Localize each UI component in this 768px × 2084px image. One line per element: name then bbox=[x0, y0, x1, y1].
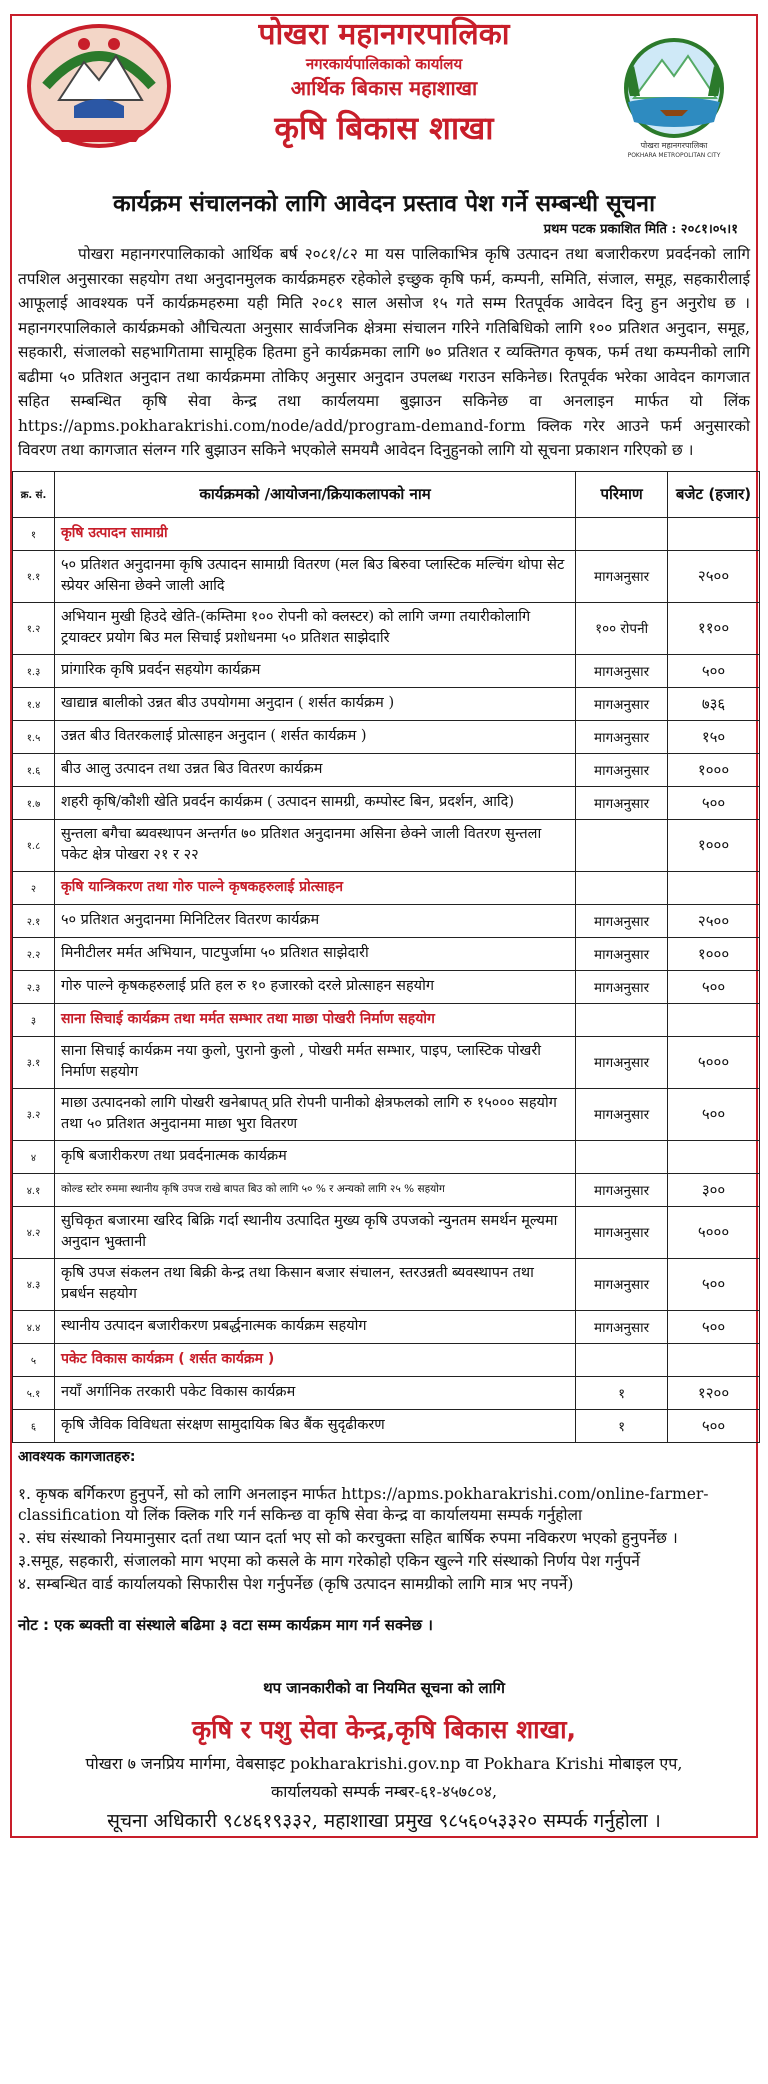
row-budget: ५०० bbox=[668, 1409, 760, 1442]
branch-name: कृषि बिकास शाखा bbox=[274, 109, 494, 147]
row-quantity bbox=[576, 1003, 668, 1036]
document-item: १. कृषक बर्गिकरण हुनुपर्ने, सो को लागि अनलाइन मार्फत https://apms.pokharakrishi.com/online-farmer-classification यो लिंक क्लिक गरि गर्न सकिन्छ वा कृषि सेवा केन्द्र वा कार्यालयमा सम्पर्क गर्नुहोला bbox=[18, 1484, 709, 1524]
table-row bbox=[13, 904, 760, 937]
row-serial: १ bbox=[13, 517, 55, 550]
table-body bbox=[13, 517, 760, 1442]
row-quantity: मागअनुसार bbox=[576, 687, 668, 720]
row-program-name: मिनीटीलर मर्मत अभियान, पाटपुर्जामा ५० प्रतिशत साझेदारी bbox=[54, 937, 575, 970]
row-budget: ३०० bbox=[668, 1173, 760, 1206]
row-quantity: मागअनुसार bbox=[576, 1088, 668, 1140]
row-budget: ७३६ bbox=[668, 687, 760, 720]
row-serial: १.६ bbox=[13, 753, 55, 786]
required-documents bbox=[12, 1443, 756, 1636]
row-quantity: मागअनुसार bbox=[576, 1258, 668, 1310]
note: नोट : एक ब्यक्ती वा संस्थाले बढिमा ३ वटा सम्म कार्यक्रम माग गर्न सक्नेछ । bbox=[18, 1615, 433, 1634]
header bbox=[12, 16, 756, 186]
row-serial: ३ bbox=[13, 1003, 55, 1036]
contact-footer bbox=[12, 1676, 756, 1836]
row-serial: १.१ bbox=[13, 550, 55, 602]
table-row bbox=[13, 602, 760, 654]
table-header-row bbox=[13, 471, 760, 517]
svg-text:POKHARA METROPOLITAN CITY: POKHARA METROPOLITAN CITY bbox=[627, 152, 721, 159]
row-program-name: ५० प्रतिशत अनुदानमा कृषि उत्पादन सामाग्री वितरण (मल बिउ बिरुवा प्लास्टिक मल्चिंग थोपा सेट स्प्रेयर असिना छेक्ने जाली आदि bbox=[54, 550, 575, 602]
row-quantity bbox=[576, 1140, 668, 1173]
row-program-name: कृषि यान्त्रिकरण तथा गोरु पाल्ने कृषकहरुलाई प्रोत्साहन bbox=[54, 871, 575, 904]
row-serial: १.२ bbox=[13, 602, 55, 654]
row-program-name: माछा उत्पादनको लागि पोखरी खनेबापत् प्रति रोपनी पानीको क्षेत्रफलको लागि रु १५००० सहयोग तथा ५० प्रतिशत अनुदानमा माछा भुरा वितरण bbox=[54, 1088, 575, 1140]
row-program-name: कोल्ड स्टोर रुममा स्थानीय कृषि उपज राखे बापत बिउ को लागि ५० % र अन्यको लागि २५ % सहयोग bbox=[54, 1173, 575, 1206]
notice-frame bbox=[10, 14, 758, 1838]
row-budget: १००० bbox=[668, 753, 760, 786]
table-row bbox=[13, 654, 760, 687]
table-row bbox=[13, 786, 760, 819]
nepal-emblem-icon bbox=[24, 22, 174, 150]
org-division: आर्थिक बिकास महाशाखा bbox=[290, 76, 478, 100]
row-budget: १००० bbox=[668, 819, 760, 871]
row-quantity: १०० रोपनी bbox=[576, 602, 668, 654]
row-budget: १००० bbox=[668, 937, 760, 970]
footer-phone: कार्यालयको सम्पर्क नम्बर-६१-४५७८०४, bbox=[270, 1781, 498, 1801]
table-row bbox=[13, 687, 760, 720]
row-program-name: अभियान मुखी हिउदे खेति-(कम्तिमा १०० रोपनी को क्लस्टर) को लागि जग्गा तयारीकोलागि ट्रयाक्टर प्रयोग बिउ मल सिचाई प्रशोधनमा ५० प्रतिशत साझेदारि bbox=[54, 602, 575, 654]
row-serial: १.८ bbox=[13, 819, 55, 871]
row-program-name: उन्नत बीउ वितरकलाई प्रोत्साहन अनुदान ( शर्सत कार्यक्रम ) bbox=[54, 720, 575, 753]
row-program-name: स्थानीय उत्पादन बजारीकरण प्रबर्द्धनात्मक कार्यक्रम सहयोग bbox=[54, 1310, 575, 1343]
row-serial: ४.३ bbox=[13, 1258, 55, 1310]
col-program-name: कार्यक्रमको /आयोजना/क्रियाकलापको नाम bbox=[54, 471, 575, 517]
row-program-name: पकेट विकास कार्यक्रम ( शर्सत कार्यक्रम ) bbox=[54, 1343, 575, 1376]
table-row bbox=[13, 1310, 760, 1343]
row-serial: २.३ bbox=[13, 970, 55, 1003]
row-program-name: कृषि उपज संकलन तथा बिक्री केन्द्र तथा किसान बजार संचालन, स्तरउन्नती ब्यवस्थापन तथा प्रबर्धन सहयोग bbox=[54, 1258, 575, 1310]
row-quantity: मागअनुसार bbox=[576, 654, 668, 687]
row-program-name: सुचिकृत बजारमा खरिद बिक्रि गर्दा स्थानीय उत्पादित मुख्य कृषि उपजको न्युनतम समर्थन मूल्यमा अनुदान भुक्तानी bbox=[54, 1206, 575, 1258]
row-budget bbox=[668, 1003, 760, 1036]
table-row bbox=[13, 720, 760, 753]
row-budget: २५०० bbox=[668, 904, 760, 937]
row-quantity: मागअनुसार bbox=[576, 904, 668, 937]
row-serial: ४ bbox=[13, 1140, 55, 1173]
row-program-name: शहरी कृषि/कौशी खेति प्रवर्दन कार्यक्रम ( उत्पादन सामग्री, कम्पोस्ट बिन, प्रदर्शन, आदि) bbox=[54, 786, 575, 819]
footer-office-name: कृषि र पशु सेवा केन्द्र,कृषि बिकास शाखा, bbox=[191, 1714, 577, 1744]
document-item: २. संघ संस्थाको नियमानुसार दर्ता तथा प्यान दर्ता भए सो को करचुक्ता सहित बार्षिक रुपमा नविकरण भएको हुनुपर्नेछ । bbox=[18, 1528, 678, 1547]
intro-paragraph: पोखरा महानगरपालिकाको आर्थिक बर्ष २०८१/८२ मा यस पालिकाभित्र कृषि उत्पादन तथा बजारीकरण प्रवर्दनको लागि तपशिल अनुसारका सहयोग तथा अनुदानमुलक कार्यक्रमहरु रहेकोले इच्छुक कृषि फर्म, कम्पनी, समिति, संजाल, समूह, सहकारीलाई आफूलाई आवश्यक पर्ने कार्यक्रमहरुमा यही मिति २०८१ साल असोज १५ गते सम्म रितपूर्वक आवेदन दिनु हुन अनुरोध छ । महानगरपालिकाले कार्यक्रमको औचित्यता अनुसार सार्वजनिक क्षेत्रमा संचालन गरिने गतिबिधिको लागि १०० प्रतिशत अनुदान, समूह, सहकारी, संजालको सहभागितामा सामूहिक हितमा हुने कार्यक्रमका लागि ७० प्रतिशत र व्यक्तिगत कृषक, फर्म तथा कम्पनीको लागि बढीमा ५० प्रतिशत अनुदान तथा कार्यक्रममा तोकिए अनुसार अनुदान उपलब्ध गराउन सकिनेछ। रितपूर्वक भरेका आवेदन कागजात सहित सम्बन्धित कृषि सेवा केन्द्र तथा कार्यलयमा बुझाउन सकिनेछ वा अनलाइन मार्फत यो लिंक https://apms.pokharakrishi.com/node/add/program-demand-form क्लिक गरेर आउने फर्म अनुसारको विवरण तथा कागजात संलग्न गरि बुझाउन सकिने भएकोले समयमै आवेदन दिनुहुनको लागि यो सूचना प्रकाशन गरिएको छ । bbox=[18, 245, 750, 459]
row-quantity: १ bbox=[576, 1376, 668, 1409]
row-budget: १२०० bbox=[668, 1376, 760, 1409]
table-row bbox=[13, 753, 760, 786]
row-quantity: मागअनुसार bbox=[576, 753, 668, 786]
row-budget: ५०० bbox=[668, 786, 760, 819]
footer-contacts: सूचना अधिकारी ९८४६१९३३२, महाशाखा प्रमुख ९८५६०५३३२० सम्पर्क गर्नुहोला । bbox=[107, 1809, 661, 1832]
row-serial: १.५ bbox=[13, 720, 55, 753]
row-program-name: नयाँ अर्गानिक तरकारी पकेट विकास कार्यक्रम bbox=[54, 1376, 575, 1409]
row-quantity: मागअनुसार bbox=[576, 1173, 668, 1206]
row-program-name: सुन्तला बगैचा ब्यवस्थापन अन्तर्गत ७० प्रतिशत अनुदानमा असिना छेक्ने जाली वितरण सुन्तला पकेट क्षेत्र पोखरा २१ र २२ bbox=[54, 819, 575, 871]
row-quantity bbox=[576, 517, 668, 550]
row-quantity: मागअनुसार bbox=[576, 550, 668, 602]
row-program-name: गोरु पाल्ने कृषकहरुलाई प्रति हल रु १० हजारको दरले प्रोत्साहन सहयोग bbox=[54, 970, 575, 1003]
table-row bbox=[13, 937, 760, 970]
row-serial: ५.१ bbox=[13, 1376, 55, 1409]
table-row bbox=[13, 1036, 760, 1088]
row-serial: ४.१ bbox=[13, 1173, 55, 1206]
program-table bbox=[12, 471, 760, 1443]
row-quantity: मागअनुसार bbox=[576, 720, 668, 753]
row-serial: १.७ bbox=[13, 786, 55, 819]
row-program-name: कृषि उत्पादन सामाग्री bbox=[54, 517, 575, 550]
row-quantity: मागअनुसार bbox=[576, 1036, 668, 1088]
row-serial: १.३ bbox=[13, 654, 55, 687]
row-budget: ११०० bbox=[668, 602, 760, 654]
table-row bbox=[13, 1376, 760, 1409]
table-row bbox=[13, 819, 760, 871]
row-program-name: साना सिचाई कार्यक्रम तथा मर्मत सम्भार तथा माछा पोखरी निर्माण सहयोग bbox=[54, 1003, 575, 1036]
row-quantity: मागअनुसार bbox=[576, 1206, 668, 1258]
row-serial: २.१ bbox=[13, 904, 55, 937]
row-budget: ५००० bbox=[668, 1206, 760, 1258]
table-row bbox=[13, 1088, 760, 1140]
table-group-row bbox=[13, 517, 760, 550]
org-office: नगरकार्यपालिकाको कार्यालय bbox=[305, 55, 463, 73]
notice-title: कार्यक्रम संचालनको लागि आवेदन प्रस्ताव पेश गर्ने सम्बन्धी सूचना bbox=[112, 191, 656, 217]
table-group-row bbox=[13, 1343, 760, 1376]
table-row bbox=[13, 550, 760, 602]
row-serial: ३.२ bbox=[13, 1088, 55, 1140]
col-serial: क्र. सं. bbox=[13, 471, 55, 517]
row-budget: २५०० bbox=[668, 550, 760, 602]
row-serial: १.४ bbox=[13, 687, 55, 720]
row-quantity: मागअनुसार bbox=[576, 786, 668, 819]
row-serial: २ bbox=[13, 871, 55, 904]
documents-title: आवश्यक कागजातहरु: bbox=[18, 1448, 136, 1465]
row-program-name: बीउ आलु उत्पादन तथा उन्नत बिउ वितरण कार्यक्रम bbox=[54, 753, 575, 786]
org-name: पोखरा महानगरपालिका bbox=[258, 17, 510, 52]
pokhara-city-logo-icon bbox=[604, 36, 744, 160]
row-program-name: प्रांगारिक कृषि प्रवर्दन सहयोग कार्यक्रम bbox=[54, 654, 575, 687]
row-quantity: मागअनुसार bbox=[576, 937, 668, 970]
row-budget bbox=[668, 1343, 760, 1376]
row-serial: ५ bbox=[13, 1343, 55, 1376]
row-quantity: मागअनुसार bbox=[576, 1310, 668, 1343]
footer-address: पोखरा ७ जनप्रिय मार्गमा, वेबसाइट pokharakrishi.gov.np वा Pokhara Krishi मोबाइल एप, bbox=[85, 1753, 683, 1773]
row-quantity bbox=[576, 819, 668, 871]
row-serial: २.२ bbox=[13, 937, 55, 970]
table-row bbox=[13, 1140, 760, 1173]
row-quantity: १ bbox=[576, 1409, 668, 1442]
table-group-row bbox=[13, 871, 760, 904]
col-budget: बजेट (हजार) bbox=[668, 471, 760, 517]
row-program-name: कृषि जैविक विविधता संरक्षण सामुदायिक बिउ बैंक सुदृढीकरण bbox=[54, 1409, 575, 1442]
document-item: ३.समूह, सहकारी, संजालको माग भएमा को कसले के माग गरेकोहो एकिन खुल्ने गरि संस्थाको निर्णय पेश गर्नुपर्ने bbox=[18, 1551, 640, 1570]
row-quantity bbox=[576, 1343, 668, 1376]
row-program-name: खाद्यान्न बालीको उन्नत बीउ उपयोगमा अनुदान ( शर्सत कार्यक्रम ) bbox=[54, 687, 575, 720]
svg-text:पोखरा महानगरपालिका: पोखरा महानगरपालिका bbox=[640, 141, 708, 150]
row-budget: १५० bbox=[668, 720, 760, 753]
row-budget bbox=[668, 871, 760, 904]
row-budget: ५०० bbox=[668, 654, 760, 687]
row-quantity bbox=[576, 871, 668, 904]
row-budget: ५०० bbox=[668, 970, 760, 1003]
row-budget: ५०० bbox=[668, 1258, 760, 1310]
row-budget: ५०० bbox=[668, 1310, 760, 1343]
table-row bbox=[13, 1206, 760, 1258]
table-row bbox=[13, 1409, 760, 1442]
row-serial: ६ bbox=[13, 1409, 55, 1442]
table-row bbox=[13, 970, 760, 1003]
table-row bbox=[13, 1173, 760, 1206]
row-program-name: कृषि बजारीकरण तथा प्रवर्दनात्मक कार्यक्रम bbox=[54, 1140, 575, 1173]
row-budget bbox=[668, 1140, 760, 1173]
footer-intro: थप जानकारीको वा नियमित सूचना को लागि bbox=[263, 1678, 505, 1697]
publication-date: प्रथम पटक प्रकाशित मिति : २०८१।०५।१ bbox=[543, 222, 738, 237]
row-program-name: ५० प्रतिशत अनुदानमा मिनिटिलर वितरण कार्यक्रम bbox=[54, 904, 575, 937]
table-row bbox=[13, 1258, 760, 1310]
row-program-name: साना सिचाई कार्यक्रम नया कुलो, पुरानो कुलो , पोखरी मर्मत सम्भार, पाइप, प्लास्टिक पोखरी निर्माण सहयोग bbox=[54, 1036, 575, 1088]
row-budget: ५००० bbox=[668, 1036, 760, 1088]
col-quantity: परिमाण bbox=[576, 471, 668, 517]
row-budget: ५०० bbox=[668, 1088, 760, 1140]
row-serial: ४.२ bbox=[13, 1206, 55, 1258]
row-quantity: मागअनुसार bbox=[576, 970, 668, 1003]
table-group-row bbox=[13, 1003, 760, 1036]
row-serial: ४.४ bbox=[13, 1310, 55, 1343]
document-item: ४. सम्बन्धित वार्ड कार्यालयको सिफारीस पेश गर्नुपर्नेछ (कृषि उत्पादन सामग्रीको लागि मात्र भए नपर्ने) bbox=[18, 1574, 574, 1593]
row-serial: ३.१ bbox=[13, 1036, 55, 1088]
row-budget bbox=[668, 517, 760, 550]
